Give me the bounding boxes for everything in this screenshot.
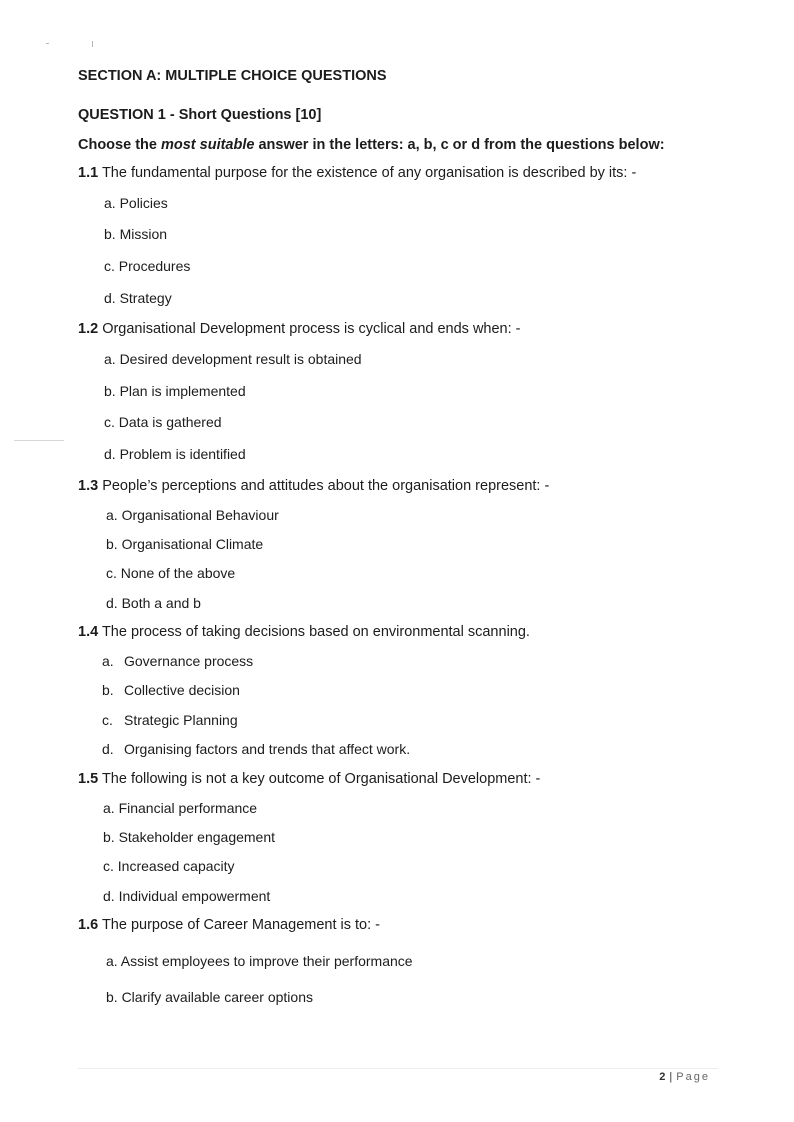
question-title: QUESTION 1 - Short Questions [10] bbox=[78, 107, 322, 123]
question-number: 1.3 bbox=[78, 478, 99, 494]
option-letter: b. bbox=[102, 682, 114, 698]
option-text: Organising factors and trends that affect work. bbox=[124, 741, 411, 757]
question-text: The fundamental purpose for the existence of any organisation is described by its: - bbox=[98, 165, 637, 181]
question-text: The process of taking decisions based on environmental scanning. bbox=[98, 624, 530, 640]
question-number: 1.5 bbox=[78, 771, 99, 787]
option-1-3-a: a. Organisational Behaviour bbox=[106, 507, 279, 523]
page-number: 2 bbox=[659, 1071, 666, 1083]
option-letter: a. bbox=[102, 653, 114, 669]
scan-speck bbox=[92, 41, 93, 47]
option-1-2-d: d. Problem is identified bbox=[104, 446, 246, 462]
question-number: 1.4 bbox=[78, 624, 99, 640]
option-1-6-b: b. Clarify available career options bbox=[106, 989, 313, 1005]
option-1-1-b: b. Mission bbox=[104, 226, 168, 242]
option-text: Strategic Planning bbox=[124, 712, 238, 728]
footer-separator: | bbox=[665, 1071, 677, 1083]
option-1-6-a: a. Assist employees to improve their performance bbox=[106, 953, 413, 969]
scan-speck bbox=[46, 43, 49, 44]
option-text: Governance process bbox=[124, 653, 254, 669]
question-text: The following is not a key outcome of Organisational Development: - bbox=[98, 771, 541, 787]
section-title: SECTION A: MULTIPLE CHOICE QUESTIONS bbox=[78, 68, 387, 84]
instruction-before: Choose the bbox=[78, 137, 161, 153]
question-1-3 bbox=[78, 477, 549, 495]
option-1-2-c: c. Data is gathered bbox=[104, 414, 222, 430]
option-1-5-d: d. Individual empowerment bbox=[103, 888, 271, 904]
option-letter: c. bbox=[102, 712, 113, 728]
instruction-emphasis: most suitable bbox=[160, 137, 255, 153]
option-1-1-d: d. Strategy bbox=[104, 290, 172, 306]
option-1-4-a bbox=[102, 652, 253, 670]
option-1-3-d: d. Both a and b bbox=[106, 595, 201, 611]
page-word: Page bbox=[676, 1071, 710, 1083]
option-1-2-b: b. Plan is implemented bbox=[104, 383, 246, 399]
option-text: Collective decision bbox=[124, 682, 240, 698]
question-1-4 bbox=[78, 623, 530, 641]
question-number: 1.6 bbox=[78, 917, 99, 933]
instruction bbox=[78, 136, 665, 154]
question-text: Organisational Development process is cyclical and ends when: - bbox=[98, 321, 521, 337]
question-1-6 bbox=[78, 916, 380, 934]
question-number: 1.2 bbox=[78, 321, 99, 337]
option-1-4-d bbox=[102, 740, 410, 758]
instruction-after: answer in the letters: a, b, c or d from the questions below: bbox=[254, 137, 665, 153]
option-letter: d. bbox=[102, 741, 114, 757]
footer-rule bbox=[78, 1068, 718, 1069]
option-1-1-c: c. Procedures bbox=[104, 258, 191, 274]
option-1-5-c: c. Increased capacity bbox=[103, 858, 235, 874]
question-text: People’s perceptions and attitudes about the organisation represent: - bbox=[98, 478, 550, 494]
option-1-3-c: c. None of the above bbox=[106, 565, 236, 581]
option-1-1-a: a. Policies bbox=[104, 195, 168, 211]
question-1-2 bbox=[78, 320, 521, 338]
option-1-4-c bbox=[102, 711, 238, 729]
page-footer bbox=[659, 1071, 710, 1083]
option-1-5-a: a. Financial performance bbox=[103, 800, 258, 816]
question-number: 1.1 bbox=[78, 165, 99, 181]
option-1-4-b bbox=[102, 681, 240, 699]
question-1-5 bbox=[78, 770, 540, 788]
question-1-1 bbox=[78, 164, 636, 182]
option-1-2-a: a. Desired development result is obtained bbox=[104, 351, 362, 367]
option-1-5-b: b. Stakeholder engagement bbox=[103, 829, 276, 845]
scan-line bbox=[14, 440, 64, 441]
question-text: The purpose of Career Management is to: - bbox=[98, 917, 380, 933]
option-1-3-b: b. Organisational Climate bbox=[106, 536, 264, 552]
